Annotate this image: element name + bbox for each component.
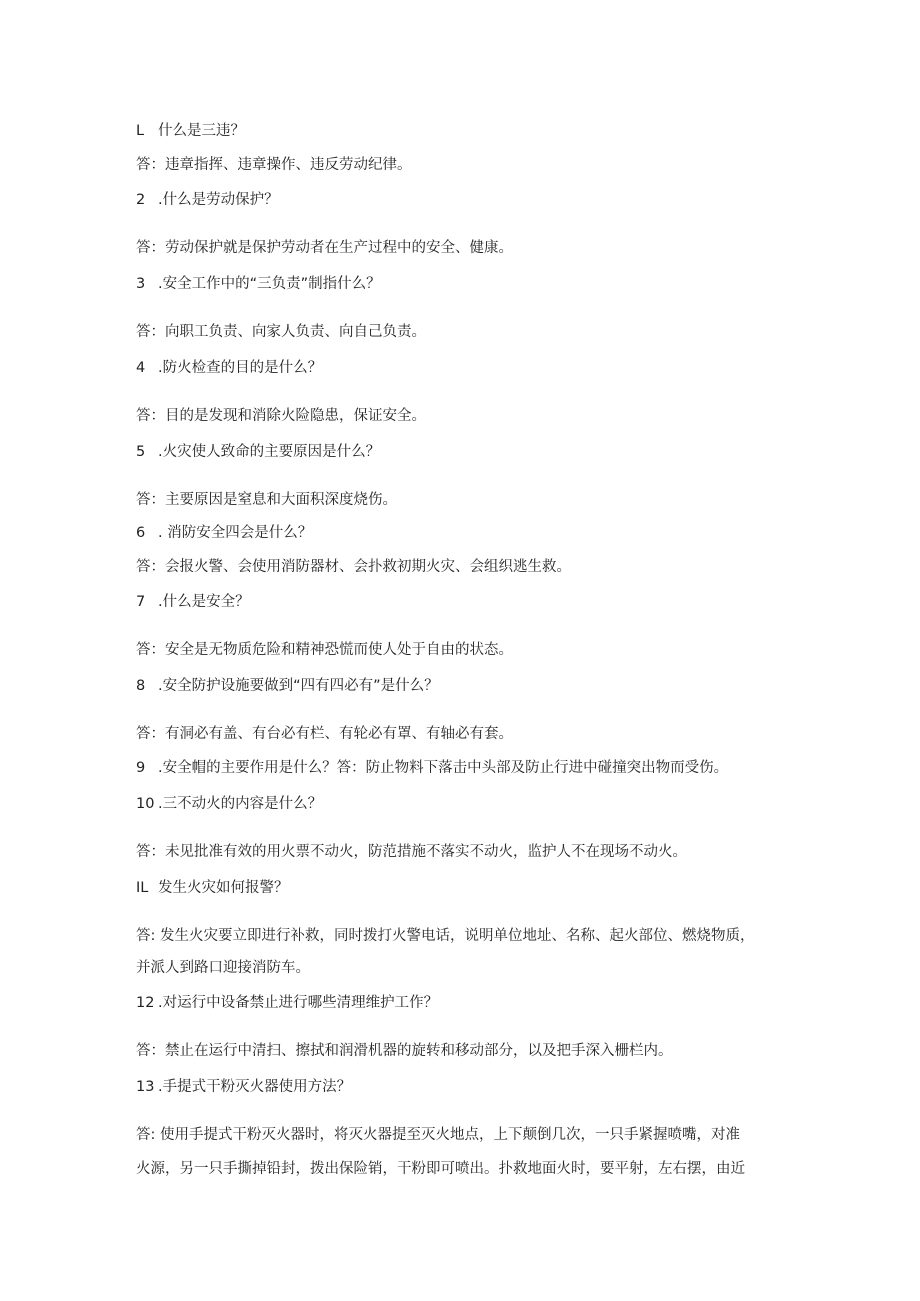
question-5	[136, 442, 380, 462]
question-9	[136, 758, 728, 778]
question-13	[136, 1077, 351, 1097]
question-number: 8	[136, 678, 146, 694]
question-number: 5	[136, 444, 146, 460]
answer-10: 答：未见批准有效的用火票不动火，防范措施不落实不动火，监护人不在现场不动火。	[136, 844, 687, 860]
question-text: .对运行中设备禁止进行哪些清理维护工作？	[158, 995, 439, 1011]
question-number: 2	[136, 192, 146, 208]
answer-8: 答：有洞必有盖、有台必有栏、有轮必有罩、有轴必有套。	[136, 726, 513, 742]
question-text: 发生火灾如何报警？	[158, 880, 289, 896]
question-text: .手提式干粉灭火器使用方法？	[158, 1079, 352, 1095]
question-text: . 消防安全四会是什么？	[158, 525, 313, 541]
question-number: 3	[136, 276, 146, 292]
question-text: .什么是劳动保护？	[158, 192, 279, 208]
answer-5: 答：主要原因是窒息和大面积深度烧伤。	[136, 492, 397, 508]
question-text: .安全帽的主要作用是什么？答：防止物料下落击中头部及防止行进中碰撞突出物而受伤。	[158, 760, 729, 776]
question-text: .什么是安全？	[158, 594, 250, 610]
answer-12: 答：禁止在运行中清扫、擦拭和润滑机器的旋转和移动部分，以及把手深入栅栏内。	[136, 1043, 673, 1059]
question-number: 12	[136, 995, 155, 1011]
answer-13-line-1: 答: 使用手提式干粉灭火器时，将灭火器提至灭火地点，上下颠倒几次，一只手紧握喷嘴，对准	[136, 1127, 740, 1143]
answer-13-line-2: 火源，另一只手撕掉铅封，拨出保险销，干粉即可喷出。扑救地面火时，要平射，左右摆，由近	[136, 1161, 745, 1177]
answer-7: 答：安全是无物质危险和精神恐慌而使人处于自由的状态。	[136, 642, 513, 658]
question-number: 13	[136, 1079, 155, 1095]
answer-4: 答：目的是发现和消除火险隐患，保证安全。	[136, 408, 426, 424]
question-text: 什么是三违？	[158, 123, 245, 139]
question-12	[136, 993, 438, 1013]
question-text: .防火检查的目的是什么？	[158, 360, 323, 376]
question-text: .安全防护设施要做到“四有四必有”是什么？	[158, 678, 439, 694]
question-3	[136, 274, 381, 294]
question-text: .火灾使人致命的主要原因是什么？	[158, 444, 381, 460]
answer-3: 答：向职工负责、向家人负责、向自己负责。	[136, 324, 426, 340]
answer-1: 答：违章指挥、违章操作、违反劳动纪律。	[136, 157, 412, 173]
question-11	[136, 878, 289, 898]
question-10	[136, 794, 322, 814]
question-number: 7	[136, 594, 146, 610]
question-2	[136, 190, 279, 210]
question-number: 10	[136, 796, 155, 812]
question-1	[136, 121, 245, 141]
answer-11-line-1: 答: 发生火灾要立即进行补救，同时拨打火警电话，说明单位地址、名称、起火部位、燃烧物质，	[136, 928, 755, 944]
question-7	[136, 592, 250, 612]
question-number: IL	[136, 880, 149, 896]
question-number: 6	[136, 525, 146, 541]
question-4	[136, 358, 322, 378]
question-8	[136, 676, 439, 696]
answer-2: 答：劳动保护就是保护劳动者在生产过程中的安全、健康。	[136, 240, 513, 256]
question-text: .安全工作中的“三负责”制指什么？	[158, 276, 381, 292]
question-6	[136, 523, 312, 543]
answer-6: 答：会报火警、会使用消防器材、会扑救初期火灾、会组织逃生救。	[136, 559, 571, 575]
question-number: L	[136, 123, 145, 139]
question-number: 4	[136, 360, 146, 376]
answer-11-line-2: 并派人到路口迎接消防车。	[136, 960, 310, 976]
question-number: 9	[136, 760, 146, 776]
question-text: .三不动火的内容是什么？	[158, 796, 323, 812]
